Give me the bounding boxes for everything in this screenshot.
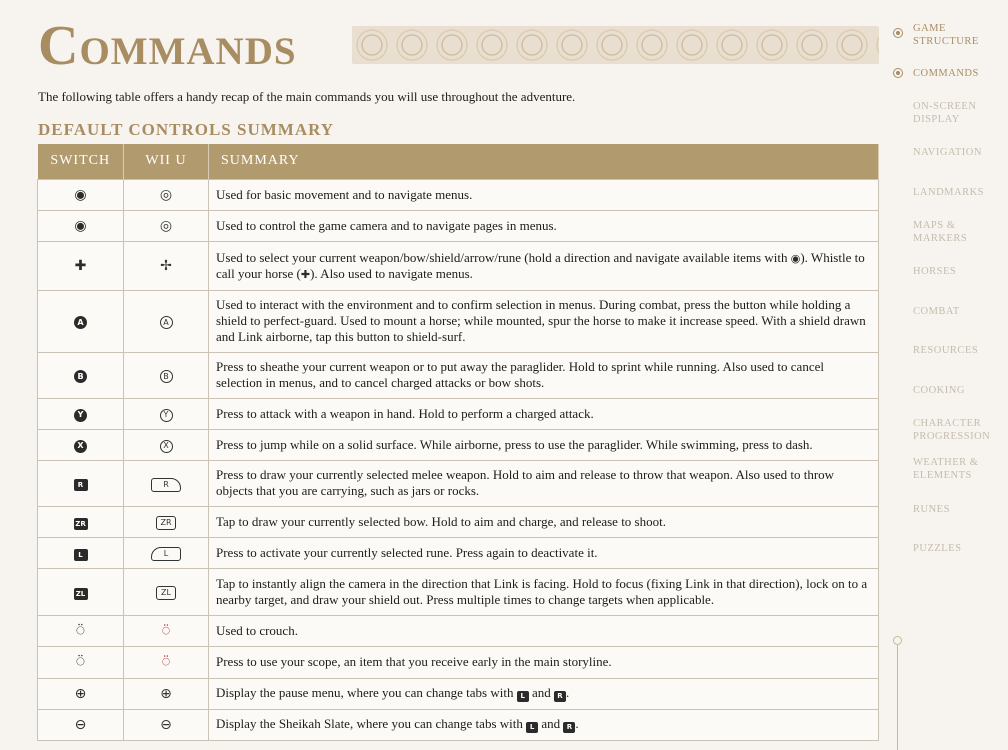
table-row xyxy=(38,241,879,290)
summary-cell: Used to interact with the environment and to confirm selection in menus. During combat, press the button while holding a shield to perfect-guard. Used to mount a horse; while mounted, spur the horse to make it increase speed. With a shield drawn and Link airborne, tap this button to shield-surf. xyxy=(209,290,879,352)
table-row xyxy=(38,179,879,210)
nav-item-runes[interactable]: RUNES xyxy=(913,504,950,515)
b-button-outline-icon: B xyxy=(160,370,173,383)
summary-cell: Press to use your scope, an item that you receive early in the main storyline. xyxy=(209,646,879,678)
r-button-outline-icon: R xyxy=(151,478,181,492)
dpad-outline-icon: ✢ xyxy=(160,257,172,274)
left-stick-press-outline-icon: ⍥ xyxy=(162,623,170,639)
table-row xyxy=(38,615,879,646)
table-row xyxy=(38,678,879,709)
y-button-outline-icon: Y xyxy=(160,409,173,422)
header-wiiu: WII U xyxy=(124,144,209,179)
table-row xyxy=(38,709,879,740)
dpad-icon: ✚ xyxy=(74,257,87,274)
left-stick-outline-icon: ◎ xyxy=(159,186,173,203)
intro-text: The following table offers a handy recap of the main commands you will use throughout the adventure. xyxy=(38,89,576,104)
nav-item-on-screen-display[interactable]: ON-SCREEN DISPLAY xyxy=(913,101,977,125)
zr-button-icon: ZR xyxy=(75,519,86,528)
l-inline-icon: L xyxy=(526,722,538,733)
summary-cell: Used to crouch. xyxy=(209,615,879,646)
minus-button-outline-icon: ⊖ xyxy=(160,716,172,733)
x-button-icon: X xyxy=(74,440,87,453)
table-header-row xyxy=(38,144,879,179)
summary-cell: Press to sheathe your current weapon or to put away the paraglider. Hold to sprint while running. Also used to cancel selection in menus, and to cancel charged attacks or bow shots. xyxy=(209,352,879,398)
summary-cell: Press to draw your currently selected melee weapon. Hold to aim and release to throw that weapon. Also used to throw objects that you are carrying, such as jars or rocks. xyxy=(209,460,879,506)
dpad-inline-icon: ✚ xyxy=(300,267,311,281)
l-button-outline-icon: L xyxy=(151,547,181,561)
controls-table xyxy=(37,144,879,741)
a-button-icon: A xyxy=(74,316,87,329)
right-stick-press-outline-icon: ⍥ xyxy=(162,655,170,670)
zl-button-outline-icon: ZL xyxy=(156,586,176,600)
nav-dot-icon xyxy=(893,68,903,78)
nav-item-commands[interactable]: COMMANDS xyxy=(913,68,979,79)
summary-cell: Press to jump while on a solid surface. While airborne, press to use the paraglider. While swimming, press to dash. xyxy=(209,429,879,460)
zl-button-icon: ZL xyxy=(74,588,88,600)
left-stick-press-icon: ⍥ xyxy=(76,622,85,639)
section-heading: DEFAULT CONTROLS SUMMARY xyxy=(38,120,335,139)
table-row xyxy=(38,537,879,568)
summary-cell: Used to control the game camera and to navigate pages in menus. xyxy=(209,210,879,241)
nav-item-puzzles[interactable]: PUZZLES xyxy=(913,543,962,554)
header-summary: SUMMARY xyxy=(209,144,879,179)
right-stick-inline-icon: ◉ xyxy=(790,251,801,265)
summary-cell: Used to select your current weapon/bow/shield/arrow/rune (hold a direction and navigate available items with ◉). Whistle to call your horse (✚). Also used to navigate menus. xyxy=(209,241,879,290)
nav-item-combat[interactable]: COMBAT xyxy=(913,306,960,317)
right-stick-outline-icon: ◎ xyxy=(159,217,173,234)
table-row xyxy=(38,568,879,615)
plus-button-icon: ⊕ xyxy=(74,685,87,702)
right-stick-icon: ◉ xyxy=(74,217,87,234)
right-stick-press-icon: ⍥ xyxy=(76,654,85,670)
minus-button-icon: ⊖ xyxy=(74,716,87,733)
b-button-icon: B xyxy=(74,370,87,383)
plus-button-outline-icon: ⊕ xyxy=(160,685,172,702)
table-row xyxy=(38,429,879,460)
r-inline-icon: R xyxy=(554,691,566,702)
l-button-icon: L xyxy=(74,549,88,561)
summary-cell: Press to activate your currently selected rune. Press again to deactivate it. xyxy=(209,537,879,568)
table-row xyxy=(38,210,879,241)
table-row xyxy=(38,290,879,352)
summary-cell: Display the pause menu, where you can change tabs with L and R . xyxy=(209,678,879,709)
page-title: Commands xyxy=(38,15,297,77)
nav-scroll-track[interactable] xyxy=(897,640,898,750)
nav-item-weather-elements[interactable]: WEATHER & ELEMENTS xyxy=(913,457,979,481)
table-row xyxy=(38,646,879,678)
nav-dot-icon xyxy=(893,28,903,38)
nav-item-landmarks[interactable]: LANDMARKS xyxy=(913,187,985,198)
table-row xyxy=(38,398,879,429)
l-inline-icon: L xyxy=(517,691,529,702)
nav-item-maps-markers[interactable]: MAPS & MARKERS xyxy=(913,220,968,244)
table-row xyxy=(38,506,879,537)
header-switch: SWITCH xyxy=(38,144,124,179)
a-button-outline-icon: A xyxy=(160,316,173,329)
nav-item-horses[interactable]: HORSES xyxy=(913,266,957,277)
nav-item-game-structure[interactable]: GAME STRUCTURE xyxy=(913,23,979,47)
nav-item-navigation[interactable]: NAVIGATION xyxy=(913,147,982,158)
x-button-outline-icon: X xyxy=(160,440,173,453)
y-button-icon: Y xyxy=(74,409,87,422)
left-stick-icon: ◉ xyxy=(74,186,87,203)
nav-item-cooking[interactable]: COOKING xyxy=(913,385,965,396)
zr-button-outline-icon: ZR xyxy=(156,516,176,530)
r-button-icon: R xyxy=(74,479,88,491)
summary-cell: Press to attack with a weapon in hand. Hold to perform a charged attack. xyxy=(209,398,879,429)
summary-cell: Used for basic movement and to navigate menus. xyxy=(209,179,879,210)
table-row xyxy=(38,460,879,506)
summary-cell: Tap to draw your currently selected bow. Hold to aim and charge, and release to shoot. xyxy=(209,506,879,537)
nav-scroll-handle[interactable] xyxy=(893,636,902,645)
decorative-banner xyxy=(352,26,879,64)
summary-cell: Display the Sheikah Slate, where you can change tabs with L and R . xyxy=(209,709,879,740)
nav-item-character-progression[interactable]: CHARACTER PROGRESSION xyxy=(913,418,991,442)
r-inline-icon: R xyxy=(563,722,575,733)
nav-item-resources[interactable]: RESOURCES xyxy=(913,345,979,356)
table-row xyxy=(38,352,879,398)
summary-cell: Tap to instantly align the camera in the direction that Link is facing. Hold to focus (fixing Link in that direction), lock on to a nearby target, and draw your shield out. Press multiple times to change targets when applicable. xyxy=(209,568,879,615)
